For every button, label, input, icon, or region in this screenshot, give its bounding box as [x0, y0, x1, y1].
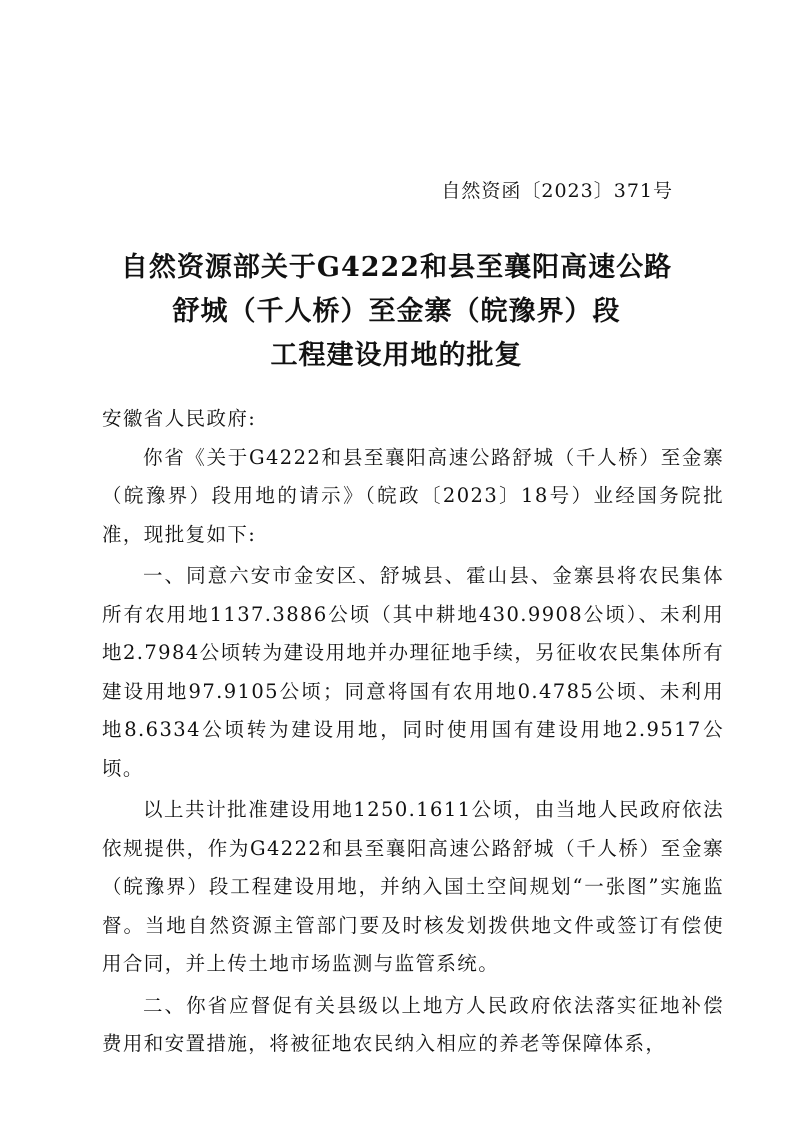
paragraph-item-1: 一、同意六安市金安区、舒城县、霍山县、金寨县将农民集体所有农用地1137.3886公顷（其中耕地430.9908公顷）、未利用地2.7984公顷转为建设用地并办理征地手续，另征收农民集体所有建设用地97.9105公顷；同意将国有农用地0.4785公顷、未利用地8.6334公顷转为建设用地，同时使用国有建设用地2.9517公顷。 [102, 564, 724, 780]
title-line-3: 工程建设用地的批复 [270, 340, 523, 371]
paragraph-total: 以上共计批准建设用地1250.1611公顷，由当地人民政府依法依规提供，作为G4222和县至襄阳高速公路舒城（千人桥）至金寨（皖豫界）段工程建设用地，并纳入国土空间规划“一张图”实施监督。当地自然资源主管部门要及时核发划拨供地文件或签订有偿使用合同，并上传土地市场监测与监管系统。 [102, 798, 724, 975]
document-title [0, 246, 793, 378]
document-body [102, 400, 724, 1064]
paragraph-intro: 你省《关于G4222和县至襄阳高速公路舒城（千人桥）至金寨（皖豫界）段用地的请示》（皖政〔2023〕18号）业经国务院批准，现批复如下: [102, 445, 724, 546]
document-number: 自然资函〔2023〕371号 [441, 180, 673, 202]
title-line-2: 舒城（千人桥）至金寨（皖豫界）段 [172, 296, 621, 327]
salutation: 安徽省人民政府: [102, 407, 257, 430]
title-line-1: 自然资源部关于G4222和县至襄阳高速公路 [120, 252, 673, 283]
paragraph-item-2: 二、你省应督促有关县级以上地方人民政府依法落实征地补偿费用和安置措施，将被征地农民纳入相应的养老等保障体系， [102, 993, 724, 1055]
